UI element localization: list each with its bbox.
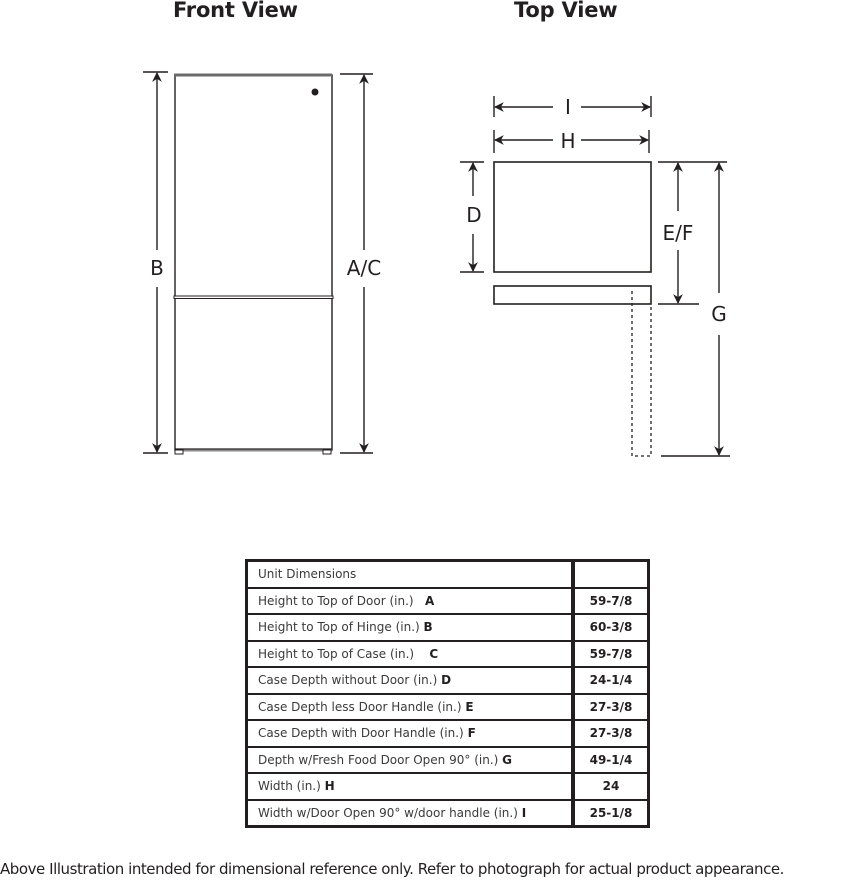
dim-label-a-c: A/C [346, 256, 382, 280]
table-row [247, 614, 649, 641]
row-value: 25-1/8 [573, 800, 649, 827]
dim-label-h: H [560, 129, 576, 153]
table-header-row [247, 561, 649, 588]
front-view-title: Front View [173, 0, 298, 22]
row-letter: C [429, 646, 439, 661]
table-row [247, 773, 649, 800]
row-letter: E [465, 699, 474, 714]
row-label: Width (in.) [258, 779, 321, 794]
row-label: Width w/Door Open 90° w/door handle (in.) [258, 805, 518, 820]
row-value: 60-3/8 [573, 614, 649, 641]
top-view-title: Top View [514, 0, 618, 22]
table-row [247, 747, 649, 774]
table-row [247, 641, 649, 668]
row-letter: I [521, 805, 527, 820]
row-value: 59-7/8 [573, 588, 649, 615]
dim-label-b: B [150, 256, 164, 280]
dim-label-i: I [565, 95, 571, 119]
dim-label-g: G [711, 302, 727, 326]
hinge-dot-icon [312, 89, 319, 96]
dim-label-e-f: E/F [662, 221, 694, 245]
row-label: Height to Top of Hinge (in.) [258, 620, 420, 635]
row-label: Height to Top of Door (in.) [258, 593, 414, 608]
row-letter: D [441, 673, 452, 688]
row-value: 27-3/8 [573, 694, 649, 721]
table-row [247, 800, 649, 827]
row-value: 24 [573, 773, 649, 800]
table-row [247, 667, 649, 694]
disclaimer-text: Above Illustration intended for dimensional reference only. Refer to photograph for actual product appearance. [0, 860, 784, 878]
row-value: 24-1/4 [573, 667, 649, 694]
front-view-drawing [143, 72, 381, 454]
row-letter: G [502, 752, 512, 767]
row-label: Depth w/Fresh Food Door Open 90° (in.) [258, 752, 499, 767]
table-row [247, 694, 649, 721]
table-row [247, 720, 649, 747]
row-value: 59-7/8 [573, 641, 649, 668]
row-label: Case Depth with Door Handle (in.) [258, 726, 464, 741]
row-value: 27-3/8 [573, 720, 649, 747]
row-label: Height to Top of Case (in.) [258, 646, 415, 661]
row-letter: A [425, 593, 435, 608]
row-label: Case Depth less Door Handle (in.) [258, 699, 462, 714]
row-letter: H [324, 779, 335, 794]
table-row [247, 588, 649, 615]
row-label: Case Depth without Door (in.) [258, 673, 438, 688]
row-value: 49-1/4 [573, 747, 649, 774]
table-header: Unit Dimensions [247, 561, 574, 588]
dim-label-d: D [466, 203, 482, 227]
table-header-value [573, 561, 649, 588]
unit-dimensions-table [245, 559, 650, 828]
row-letter: B [423, 620, 433, 635]
top-view-drawing [460, 95, 730, 456]
row-letter: F [467, 726, 476, 741]
